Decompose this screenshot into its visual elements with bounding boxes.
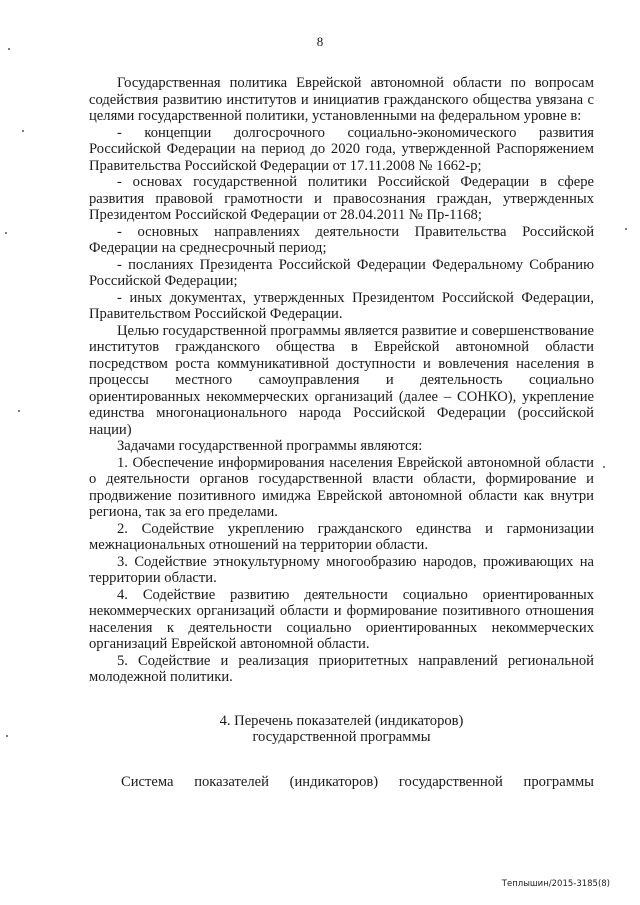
tasks-intro: Задачами государственной программы являются: xyxy=(117,438,423,454)
task-item: 3. Содействие этнокультурному многообразию народов, проживающих на территории области. xyxy=(89,553,594,586)
bullet-item: - основах государственной политики Российской Федерации в сфере развития правовой грамотности и правосознания граждан, утвержденных Президентом Российской Федерации от 28.04.2011 № Пр-1168; xyxy=(89,174,594,223)
scan-speck xyxy=(5,232,7,234)
scan-speck xyxy=(18,410,20,412)
bullet-item: - иных документах, утвержденных Президентом Российской Федерации, Правительством Российской Федерации. xyxy=(89,289,594,322)
task-item: 1. Обеспечение информирования населения Еврейской автономной области о деятельности органов государственной власти области, формирование и продвижение позитивного имиджа Еврейской автономной области как внутри региона, так за его пределами. xyxy=(89,454,594,520)
scan-speck xyxy=(6,735,8,737)
scan-speck xyxy=(625,228,627,230)
scan-speck xyxy=(603,466,605,468)
bullet-item: - посланиях Президента Российской Федерации Федеральному Собранию Российской Федерации; xyxy=(89,256,594,289)
section-heading-line2: государственной программы xyxy=(252,729,431,745)
bullet-item: - основных направлениях деятельности Правительства Российской Федерации на среднесрочный период; xyxy=(89,223,594,256)
goal-paragraph: Целью государственной программы является развитие и совершенствование институтов гражданского общества в Еврейской автономной области посредством роста коммуникативной доступности и вовлечения населения в процессы местного самоуправления и деятельность социально ориентированных некоммерческих организаций (далее – СОНКО), укрепление единства многонационального народа Российской Федерации (российской нации) xyxy=(89,322,594,438)
section-heading-line1: 4. Перечень показателей (индикаторов) xyxy=(219,712,464,729)
section-heading xyxy=(89,713,594,746)
document-body xyxy=(89,75,594,790)
task-item: 4. Содействие развитию деятельности социально ориентированных некоммерческих организаций области и формирование позитивного отношения населения к деятельности социально ориентированных некоммерческих организаций Еврейской автономной области. xyxy=(89,586,594,652)
scan-speck xyxy=(8,48,10,50)
intro-paragraph: Государственная политика Еврейской автономной области по вопросам содействия развитию институтов и инициатив гражданского общества увязана с целями государственной политики, установленными на федеральном уровне в: xyxy=(89,75,594,124)
task-item: 2. Содействие укреплению гражданского единства и гармонизации межнациональных отношений на территории области. xyxy=(89,520,594,553)
bullet-item: - концепции долгосрочного социально-экономического развития Российской Федерации на период до 2020 года, утвержденной Распоряжением Правительства Российской Федерации от 17.11.2008 № 1662-р; xyxy=(89,124,594,174)
footer-code: Теплышин/2015-3185(8) xyxy=(501,879,610,889)
scan-speck xyxy=(22,130,24,132)
task-item: 5. Содействие и реализация приоритетных направлений региональной молодежной политики. xyxy=(89,652,594,685)
page-number: 8 xyxy=(316,34,324,49)
last-paragraph-start: Система показателей (индикаторов) государственной программы xyxy=(121,773,594,790)
